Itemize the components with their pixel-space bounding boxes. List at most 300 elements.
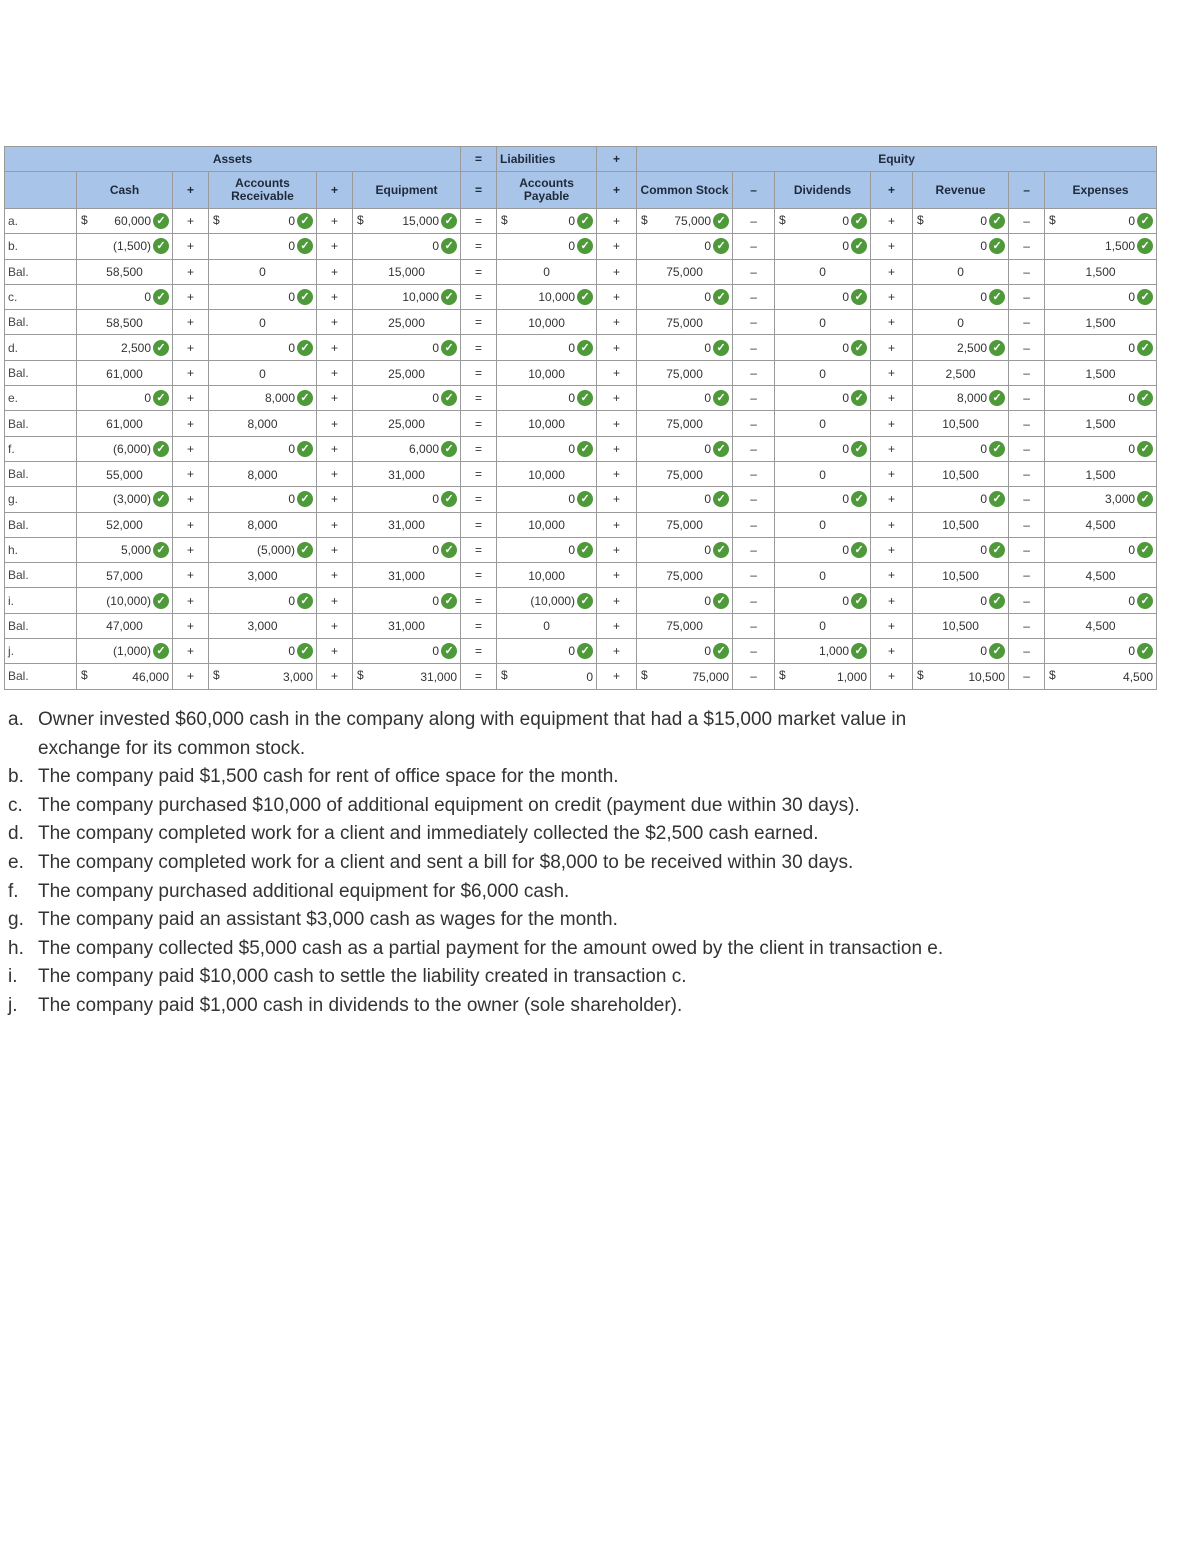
accounts-receivable-cell[interactable] [209, 436, 317, 461]
equipment-cell[interactable] [353, 436, 461, 461]
cash-cell[interactable] [77, 284, 173, 309]
plus-sign: + [173, 613, 209, 638]
equipment-cell[interactable] [353, 537, 461, 562]
cash-header: Cash [77, 172, 173, 209]
amount-value: 58,500 [106, 315, 143, 330]
plus-sign: + [317, 310, 353, 335]
plus-sign: + [597, 664, 637, 689]
check-circle-icon: ✓ [441, 441, 457, 457]
amount-value: 0 [980, 644, 988, 659]
amount-value: 0 [543, 265, 550, 280]
common-stock-cell [637, 360, 733, 385]
accounts-receivable-cell [209, 360, 317, 385]
amount-value: (3,000) [112, 492, 151, 507]
expenses-cell[interactable] [1045, 588, 1157, 613]
amount-value: 0 [568, 239, 576, 254]
plus-sign: + [317, 172, 353, 209]
transaction-row [5, 209, 1157, 234]
amount-value: 4,500 [1123, 669, 1154, 684]
amount-value: 1,500 [1085, 315, 1116, 330]
amount-value: 0 [288, 492, 295, 507]
revenue-cell[interactable] [913, 284, 1009, 309]
revenue-cell [913, 461, 1009, 486]
minus-sign: – [1009, 411, 1045, 436]
check-circle-icon: ✓ [1137, 289, 1153, 305]
plus-sign: + [597, 172, 637, 209]
common-stock-cell[interactable] [637, 335, 733, 360]
expenses-cell[interactable] [1045, 335, 1157, 360]
plus-sign: + [871, 234, 913, 259]
accounts-receivable-cell [209, 461, 317, 486]
common-stock-cell[interactable] [637, 436, 733, 461]
amount-value: 75,000 [674, 214, 712, 229]
common-stock-cell[interactable] [637, 639, 733, 664]
accounts-payable-cell[interactable] [497, 234, 597, 259]
plus-sign: + [173, 588, 209, 613]
minus-sign: – [1009, 386, 1045, 411]
plus-sign: + [871, 335, 913, 360]
equipment-cell [353, 411, 461, 436]
plus-sign: + [871, 310, 913, 335]
check-circle-icon: ✓ [441, 213, 457, 229]
row-label: Bal. [5, 613, 77, 638]
amount-value: (5,000) [256, 543, 295, 557]
amount-value: 0 [980, 290, 988, 305]
check-circle-icon: ✓ [1137, 542, 1153, 558]
accounts-receivable-cell [209, 411, 317, 436]
expenses-cell [1045, 512, 1157, 537]
accounts-payable-cell[interactable] [497, 588, 597, 613]
plus-sign: + [871, 411, 913, 436]
accounts-payable-cell[interactable] [497, 537, 597, 562]
currency-symbol: $ [357, 668, 364, 683]
accounts-payable-cell[interactable] [497, 436, 597, 461]
plus-sign: + [173, 284, 209, 309]
plus-sign: + [173, 461, 209, 486]
transaction-row [5, 284, 1157, 309]
amount-value: 0 [704, 492, 712, 507]
plus-sign: + [871, 436, 913, 461]
dividends-cell[interactable] [775, 436, 871, 461]
accounts-payable-cell [497, 461, 597, 486]
equipment-cell[interactable] [353, 588, 461, 613]
cash-cell[interactable] [77, 386, 173, 411]
expenses-cell[interactable] [1045, 234, 1157, 259]
transaction-text: The company paid $1,000 cash in dividends to the owner (sole shareholder). [38, 994, 683, 1016]
minus-sign: – [733, 259, 775, 284]
revenue-cell[interactable] [913, 386, 1009, 411]
accounts-receivable-cell[interactable] [209, 284, 317, 309]
check-circle-icon: ✓ [989, 441, 1005, 457]
amount-value: 10,500 [942, 619, 979, 634]
amount-value: 46,000 [132, 669, 169, 684]
amount-value: 2,500 [945, 366, 976, 381]
revenue-cell [913, 512, 1009, 537]
amount-value: 0 [568, 214, 576, 229]
dividends-cell [775, 664, 871, 689]
amount-value: 0 [842, 340, 850, 355]
revenue-cell[interactable] [913, 639, 1009, 664]
amount-value: 10,500 [942, 518, 979, 533]
expenses-cell [1045, 411, 1157, 436]
accounts-payable-cell[interactable] [497, 487, 597, 512]
amount-value: 1,500 [1105, 239, 1136, 254]
cash-cell[interactable] [77, 335, 173, 360]
plus-sign: + [317, 487, 353, 512]
amount-value: (1,000) [112, 644, 151, 659]
plus-sign: + [173, 487, 209, 512]
common-stock-cell[interactable] [637, 487, 733, 512]
accounts-payable-cell[interactable] [497, 209, 597, 234]
cash-cell[interactable] [77, 209, 173, 234]
equals-sign: = [461, 512, 497, 537]
expenses-cell [1045, 563, 1157, 588]
amount-value: 0 [980, 441, 988, 456]
minus-sign: – [1009, 588, 1045, 613]
amount-value: 10,000 [528, 568, 565, 583]
revenue-cell[interactable] [913, 537, 1009, 562]
amount-value: 10,000 [402, 290, 440, 305]
revenue-cell[interactable] [913, 487, 1009, 512]
common-stock-cell [637, 613, 733, 638]
currency-symbol: $ [357, 213, 364, 227]
cash-cell[interactable] [77, 537, 173, 562]
accounts-payable-cell[interactable] [497, 335, 597, 360]
check-circle-icon: ✓ [1137, 491, 1153, 507]
row-label: d. [5, 335, 77, 360]
accounts-receivable-cell[interactable] [209, 386, 317, 411]
expenses-cell [1045, 360, 1157, 385]
accounts-receivable-cell [209, 259, 317, 284]
expenses-cell[interactable] [1045, 537, 1157, 562]
amount-value: 2,500 [120, 340, 151, 355]
amount-value: 0 [704, 543, 712, 557]
revenue-cell [913, 360, 1009, 385]
accounts-receivable-cell[interactable] [209, 487, 317, 512]
check-circle-icon: ✓ [1137, 643, 1153, 659]
transaction-item [8, 706, 948, 763]
cash-cell [77, 461, 173, 486]
check-circle-icon: ✓ [713, 238, 729, 254]
check-circle-icon: ✓ [1137, 390, 1153, 406]
expenses-cell[interactable] [1045, 639, 1157, 664]
amount-value: 0 [842, 441, 850, 456]
transaction-text: The company paid $10,000 cash to settle the liability created in transaction c. [38, 966, 687, 988]
accounts-receivable-cell[interactable] [209, 588, 317, 613]
amount-value: 0 [819, 619, 826, 634]
amount-value: 10,500 [968, 669, 1006, 684]
equipment-cell[interactable] [353, 209, 461, 234]
transaction-text: The company completed work for a client and sent a bill for $8,000 to be received within 30 days. [38, 851, 854, 873]
dividends-cell [775, 310, 871, 335]
minus-sign: – [733, 563, 775, 588]
amount-value: 0 [819, 366, 826, 381]
minus-sign: – [1009, 209, 1045, 234]
amount-value: 0 [259, 315, 266, 330]
minus-sign: – [1009, 234, 1045, 259]
check-circle-icon: ✓ [297, 491, 313, 507]
transaction-item [8, 963, 948, 992]
accounts-payable-cell [497, 360, 597, 385]
accounts-payable-cell [497, 563, 597, 588]
balance-row [5, 563, 1157, 588]
check-circle-icon: ✓ [153, 491, 169, 507]
amount-value: 5,000 [120, 543, 151, 557]
expenses-cell[interactable] [1045, 209, 1157, 234]
accounts-receivable-cell[interactable] [209, 209, 317, 234]
plus-sign: + [317, 639, 353, 664]
common-stock-cell [637, 664, 733, 689]
expenses-cell [1045, 259, 1157, 284]
transaction-letter: g. [8, 909, 24, 931]
amount-value: 0 [842, 593, 850, 608]
amount-value: 10,500 [942, 568, 979, 583]
revenue-cell[interactable] [913, 436, 1009, 461]
row-label: e. [5, 386, 77, 411]
accounts-payable-cell[interactable] [497, 639, 597, 664]
revenue-cell[interactable] [913, 335, 1009, 360]
plus-sign: + [597, 360, 637, 385]
revenue-cell [913, 411, 1009, 436]
currency-symbol: $ [917, 668, 924, 683]
check-circle-icon: ✓ [1137, 441, 1153, 457]
row-label: Bal. [5, 512, 77, 537]
minus-sign: – [1009, 310, 1045, 335]
amount-value: 0 [586, 669, 594, 684]
amount-value: 0 [819, 568, 826, 583]
accounts-payable-header: Accounts Payable [497, 172, 597, 209]
minus-sign: – [733, 436, 775, 461]
cash-cell[interactable] [77, 234, 173, 259]
equipment-cell[interactable] [353, 335, 461, 360]
cash-cell[interactable] [77, 639, 173, 664]
equipment-cell[interactable] [353, 284, 461, 309]
dividends-cell[interactable] [775, 588, 871, 613]
accounts-receivable-cell [209, 512, 317, 537]
minus-sign: – [1009, 259, 1045, 284]
transaction-item [8, 763, 948, 792]
amount-value: 8,000 [957, 391, 988, 406]
common-stock-cell[interactable] [637, 386, 733, 411]
minus-sign: – [733, 664, 775, 689]
amount-value: 25,000 [388, 416, 425, 431]
currency-symbol: $ [81, 668, 88, 683]
cash-cell[interactable] [77, 588, 173, 613]
check-circle-icon: ✓ [441, 542, 457, 558]
minus-sign: – [733, 613, 775, 638]
amount-value: 75,000 [666, 518, 703, 533]
plus-sign: + [597, 335, 637, 360]
plus-sign: + [317, 563, 353, 588]
dividends-cell[interactable] [775, 234, 871, 259]
plus-sign: + [597, 284, 637, 309]
transaction-text: Owner invested $60,000 cash in the company along with equipment that had a $15,000 market value in exchange for its common stock. [38, 709, 907, 759]
check-circle-icon: ✓ [441, 593, 457, 609]
equipment-cell[interactable] [353, 386, 461, 411]
minus-sign: – [1009, 461, 1045, 486]
check-circle-icon: ✓ [851, 441, 867, 457]
dividends-cell[interactable] [775, 284, 871, 309]
accounts-receivable-cell[interactable] [209, 234, 317, 259]
amount-value: 0 [704, 340, 712, 355]
plus-sign: + [597, 487, 637, 512]
check-circle-icon: ✓ [153, 289, 169, 305]
balance-row [5, 461, 1157, 486]
check-circle-icon: ✓ [577, 213, 593, 229]
plus-sign: + [597, 512, 637, 537]
equipment-cell[interactable] [353, 639, 461, 664]
minus-sign: – [733, 588, 775, 613]
row-label: Bal. [5, 360, 77, 385]
amount-value: 75,000 [666, 366, 703, 381]
common-stock-cell[interactable] [637, 588, 733, 613]
minus-sign: – [1009, 512, 1045, 537]
amount-value: 0 [819, 518, 826, 533]
amount-value: 10,000 [538, 290, 576, 305]
dividends-cell[interactable] [775, 209, 871, 234]
minus-sign: – [1009, 436, 1045, 461]
amount-value: 52,000 [106, 518, 143, 533]
accounts-payable-cell[interactable] [497, 284, 597, 309]
check-circle-icon: ✓ [851, 340, 867, 356]
minus-sign: – [733, 172, 775, 209]
equals-sign: = [461, 664, 497, 689]
cash-cell[interactable] [77, 436, 173, 461]
amount-value: 0 [1128, 593, 1136, 608]
amount-value: 0 [819, 416, 826, 431]
check-circle-icon: ✓ [989, 213, 1005, 229]
common-stock-cell[interactable] [637, 234, 733, 259]
equals-sign: = [461, 639, 497, 664]
revenue-cell[interactable] [913, 234, 1009, 259]
equipment-cell[interactable] [353, 234, 461, 259]
check-circle-icon: ✓ [851, 289, 867, 305]
equipment-cell[interactable] [353, 487, 461, 512]
plus-sign: + [317, 664, 353, 689]
amount-value: 10,000 [528, 518, 565, 533]
expenses-cell[interactable] [1045, 487, 1157, 512]
minus-sign: – [1009, 664, 1045, 689]
check-circle-icon: ✓ [851, 238, 867, 254]
amount-value: 0 [432, 644, 440, 659]
amount-value: 0 [288, 239, 295, 254]
check-circle-icon: ✓ [441, 390, 457, 406]
check-circle-icon: ✓ [297, 289, 313, 305]
minus-sign: – [733, 209, 775, 234]
check-circle-icon: ✓ [989, 289, 1005, 305]
check-circle-icon: ✓ [713, 643, 729, 659]
currency-symbol: $ [213, 213, 220, 227]
expenses-cell[interactable] [1045, 284, 1157, 309]
common-stock-cell[interactable] [637, 284, 733, 309]
plus-sign: + [317, 284, 353, 309]
amount-value: 0 [432, 593, 440, 608]
accounts-receivable-cell [209, 310, 317, 335]
amount-value: 8,000 [264, 391, 295, 406]
plus-sign: + [871, 461, 913, 486]
equals-sign: = [461, 563, 497, 588]
plus-sign: + [597, 386, 637, 411]
accounts-receivable-cell[interactable] [209, 537, 317, 562]
common-stock-cell[interactable] [637, 537, 733, 562]
amount-value: 15,000 [388, 265, 425, 280]
plus-sign: + [173, 664, 209, 689]
check-circle-icon: ✓ [441, 238, 457, 254]
check-circle-icon: ✓ [713, 390, 729, 406]
dividends-cell[interactable] [775, 335, 871, 360]
equipment-cell [353, 259, 461, 284]
transaction-item [8, 849, 948, 878]
row-label: Bal. [5, 461, 77, 486]
equals-sign: = [461, 613, 497, 638]
equals-sign: = [461, 411, 497, 436]
check-circle-icon: ✓ [989, 238, 1005, 254]
check-circle-icon: ✓ [1137, 340, 1153, 356]
amount-value: 0 [568, 391, 576, 406]
check-circle-icon: ✓ [297, 390, 313, 406]
amount-value: 31,000 [388, 619, 425, 634]
accounts-receivable-cell[interactable] [209, 639, 317, 664]
dividends-cell[interactable] [775, 386, 871, 411]
common-stock-cell [637, 461, 733, 486]
common-stock-cell[interactable] [637, 209, 733, 234]
row-label: Bal. [5, 259, 77, 284]
equals-sign: = [461, 360, 497, 385]
plus-sign: + [871, 209, 913, 234]
amount-value: 61,000 [106, 366, 143, 381]
equipment-cell [353, 512, 461, 537]
expenses-cell[interactable] [1045, 436, 1157, 461]
cash-cell [77, 360, 173, 385]
plus-sign: + [317, 386, 353, 411]
amount-value: 0 [704, 290, 712, 305]
amount-value: 61,000 [106, 416, 143, 431]
equals-sign: = [461, 310, 497, 335]
equipment-cell [353, 310, 461, 335]
amount-value: 75,000 [666, 568, 703, 583]
minus-sign: – [733, 512, 775, 537]
accounts-receivable-cell[interactable] [209, 335, 317, 360]
amount-value: (6,000) [112, 441, 151, 456]
dividends-cell[interactable] [775, 639, 871, 664]
amount-value: 0 [842, 391, 850, 406]
amount-value: 0 [842, 290, 850, 305]
cash-cell[interactable] [77, 487, 173, 512]
row-label: Bal. [5, 411, 77, 436]
dividends-cell[interactable] [775, 537, 871, 562]
amount-value: 25,000 [388, 366, 425, 381]
minus-sign: – [1009, 360, 1045, 385]
expenses-cell [1045, 310, 1157, 335]
equals-sign: = [461, 234, 497, 259]
equipment-cell [353, 664, 461, 689]
revenue-cell[interactable] [913, 588, 1009, 613]
balance-row [5, 360, 1157, 385]
expenses-cell[interactable] [1045, 386, 1157, 411]
plus-sign: + [597, 209, 637, 234]
amount-value: 4,500 [1085, 568, 1116, 583]
minus-sign: – [1009, 335, 1045, 360]
amount-value: 75,000 [666, 315, 703, 330]
currency-symbol: $ [641, 213, 648, 227]
revenue-cell[interactable] [913, 209, 1009, 234]
amount-value: 0 [568, 543, 576, 557]
dividends-cell[interactable] [775, 487, 871, 512]
check-circle-icon: ✓ [441, 643, 457, 659]
plus-sign: + [173, 537, 209, 562]
plus-sign: + [173, 310, 209, 335]
accounts-payable-cell[interactable] [497, 386, 597, 411]
